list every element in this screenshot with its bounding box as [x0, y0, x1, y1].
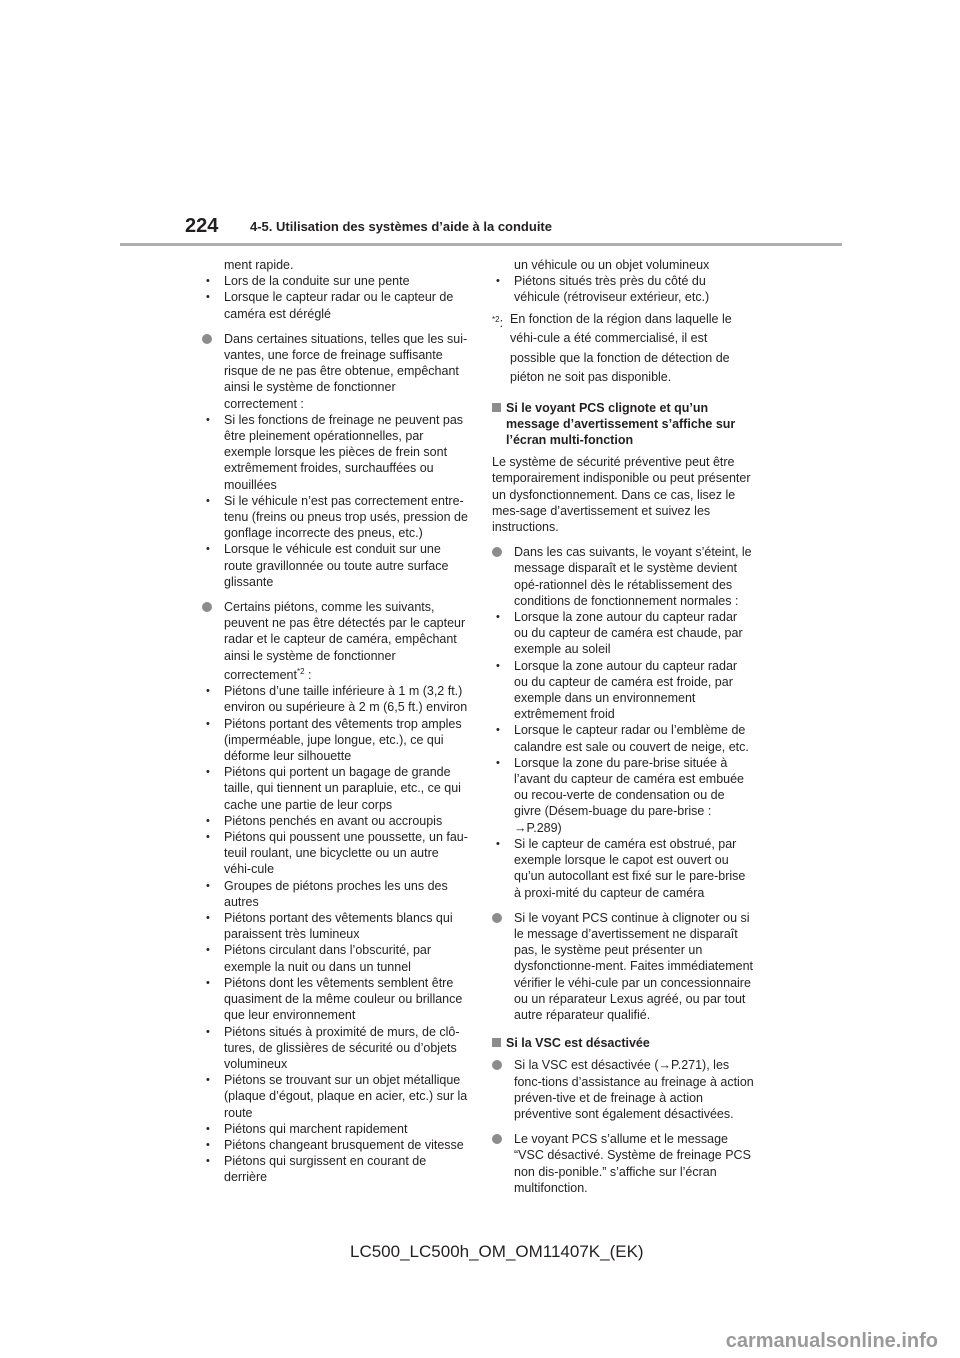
- circle-bullet-icon: [492, 1060, 502, 1070]
- info-item-malfunction: [492, 910, 754, 1023]
- info-text: [224, 599, 468, 683]
- list-item: • Piétons circulant dans l’obscurité, par exemple la nuit ou dans un tunnel: [202, 942, 468, 974]
- circle-bullet-icon: [492, 1134, 502, 1144]
- list-item: • Piétons qui portent un bagage de grande taille, qui tiennent un parapluie, etc., ce qui cache une partie de leur corps: [202, 764, 468, 813]
- info-text: Dans certaines situations, telles que les sui-vantes, une force de freinage suffisante risque de ne pas être obtenue, empêchant ainsi le système de fonctionner correctement :: [224, 331, 468, 411]
- list-item: • Piétons se trouvant sur un objet métallique (plaque d’égout, plaque en acier, etc.) sur la route: [202, 1072, 468, 1121]
- section-heading-pcs-flashing: [492, 400, 754, 449]
- lead-text: ment rapide.: [224, 258, 294, 272]
- info-text: Le voyant PCS s’allume et le message “VSC désactivé. Système de freinage PCS non dis-ponible.” s’affiche sur l’écran multifonction.: [514, 1132, 751, 1195]
- info-text-body: Certains piétons, comme les suivants, peuvent ne pas être détectés par le capteur radar et le capteur de caméra, empêchant ainsi le système de fonctionner correctement: [224, 600, 466, 683]
- info-text: Dans les cas suivants, le voyant s’éteint, le message disparaît et le système devient opé-rationnel dès le rétablissement des conditions de fonctionnement normales :: [514, 545, 752, 608]
- list-item: • Piétons portant des vêtements blancs qui paraissent très lumineux: [202, 910, 468, 942]
- list-item: • Lorsque le capteur radar ou l’emblème de calandre est sale ou couvert de neige, etc.: [492, 722, 754, 754]
- list-item: • Si le véhicule n’est pas correctement entre-tenu (freins ou pneus trop usés, pression de gonflage incorrecte des pneus, etc.): [202, 493, 468, 542]
- square-bullet-icon: [492, 403, 501, 412]
- section-heading-text: Si le voyant PCS clignote et qu’un message d’avertissement s’affiche sur l’écran multi-fonction: [506, 400, 736, 448]
- document-code: LC500_LC500h_OM_OM11407K_(EK): [350, 1242, 644, 1261]
- section-heading-text: Si la VSC est désactivée: [506, 1036, 650, 1051]
- continuation-text: un véhicule ou un objet volumineux: [514, 258, 710, 272]
- circle-bullet-icon: [492, 913, 502, 923]
- section-heading-vsc-off: [492, 1035, 754, 1051]
- info-item-vsc-message: [492, 1131, 754, 1196]
- list-item: • Lorsque le véhicule est conduit sur une route gravillonnée ou toute autre surface glissante: [202, 541, 468, 590]
- watermark: carmanualsonline.info: [725, 1330, 938, 1352]
- list-item: • Lorsque la zone du pare-brise située à l’avant du capteur de caméra est embuée ou recou-verte de condensation ou de givre (Désem-buage du pare-brise : →P.289): [492, 755, 754, 836]
- info-text: Si la VSC est désactivée (→P.271), les fonc-tions d’assistance au freinage à action préven-tive et de freinage à action préventive sont également désactivées.: [514, 1058, 754, 1121]
- footnote-ref: *2: [296, 666, 305, 676]
- list-item: • Piétons d’une taille inférieure à 1 m (3,2 ft.) environ ou supérieure à 2 m (6,5 ft.) environ: [202, 683, 468, 715]
- list-item: • Lorsque la zone autour du capteur radar ou du capteur de caméra est chaude, par exemple au soleil: [492, 609, 754, 658]
- list-item: • Lorsque la zone autour du capteur radar ou du capteur de caméra est froide, par exemple dans un environnement extrêmement froid: [492, 658, 754, 723]
- page-header: [0, 0, 960, 250]
- footnote-text: En fonction de la région dans laquelle le véhi-cule a été commercialisé, il est possible que la fonction de détection de piéton ne soit pas disponible.: [510, 311, 732, 385]
- list-item: • Piétons changeant brusquement de vitesse: [202, 1137, 468, 1153]
- info-item-pedestrians: [202, 599, 468, 683]
- info-item-light-off: [492, 544, 754, 609]
- list-item: • Si les fonctions de freinage ne peuvent pas être pleinement opérationnelles, par exemple lorsque les pièces de frein sont extrêmement froides, surchauffées ou mouillées: [202, 412, 468, 493]
- section-paragraph: Le système de sécurité préventive peut être temporairement indisponible ou peut présenter un dysfonctionnement. Dans ce cas, lisez le mes-sage d’avertissement et suivez les instructions.: [492, 455, 751, 535]
- list-item: • Si le capteur de caméra est obstrué, par exemple lorsque le capot est ouvert ou qu’un autocollant est fixé sur le pare-brise à proxi-mité du capteur de caméra: [492, 836, 754, 901]
- list-item: • Lors de la conduite sur une pente: [202, 273, 468, 289]
- footnote: [492, 310, 754, 388]
- list-item: • Lorsque le capteur radar ou le capteur de caméra est déréglé: [202, 289, 468, 321]
- list-item: • Groupes de piétons proches les uns des autres: [202, 878, 468, 910]
- header-divider: [120, 243, 842, 246]
- circle-bullet-icon: [202, 602, 212, 612]
- footnote-mark: $^{*2}$:: [492, 314, 504, 330]
- info-text: Si le voyant PCS continue à clignoter ou si le message d’avertissement ne disparaît pas, le système peut présenter un dysfonctionne-ment. Faites immédiatement vérifier le véhi-cule par un concessionnaire ou un réparateur Lexus agréé, ou par tout autre réparateur qualifié.: [514, 910, 753, 1022]
- circle-bullet-icon: [492, 547, 502, 557]
- info-item-vsc-disabled: [492, 1057, 754, 1122]
- section-title: 4-5. Utilisation des systèmes d’aide à la conduite: [250, 219, 552, 234]
- list-item: • Piétons qui marchent rapidement: [202, 1121, 468, 1137]
- page-number: 224: [185, 215, 219, 237]
- list-item: • Piétons penchés en avant ou accroupis: [202, 813, 468, 829]
- info-item-braking-force: [202, 331, 468, 412]
- list-item: • Piétons portant des vêtements trop amples (imperméable, jupe longue, etc.), ce qui déforme leur silhouette: [202, 716, 468, 765]
- info-text-suffix: :: [304, 668, 312, 683]
- list-item: • Piétons situés très près du côté du véhicule (rétroviseur extérieur, etc.): [492, 273, 754, 305]
- square-bullet-icon: [492, 1038, 501, 1047]
- list-item: • Piétons dont les vêtements semblent être quasiment de la même couleur ou brillance que leur environnement: [202, 975, 468, 1024]
- list-item: • Piétons qui poussent une poussette, un fau-teuil roulant, une bicyclette ou un autre véhi-cule: [202, 829, 468, 878]
- left-column: [202, 257, 468, 1186]
- list-item: • Piétons situés à proximité de murs, de clô-tures, de glissières de sécurité ou d’objets volumineux: [202, 1024, 468, 1073]
- footnote-mark-text: *2: [492, 314, 500, 324]
- circle-bullet-icon: [202, 334, 212, 344]
- right-column: [492, 257, 754, 1196]
- list-item: • Piétons qui surgissent en courant de derrière: [202, 1153, 468, 1185]
